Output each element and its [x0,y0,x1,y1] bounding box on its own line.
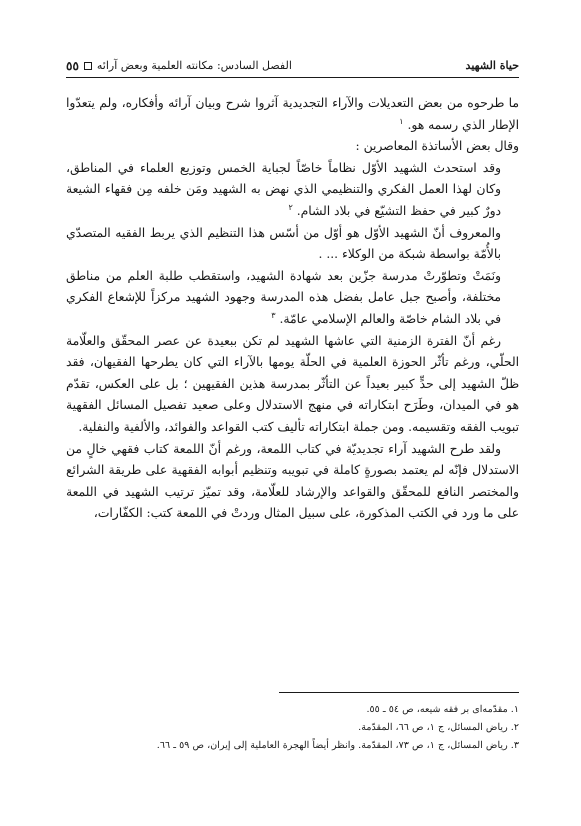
footnotes [66,701,519,755]
square-ornament-icon [84,62,92,70]
footnote-separator [279,692,519,693]
footnote-marker: ١ [399,116,404,126]
running-header [66,58,519,78]
chapter-heading [66,58,292,74]
paragraph [66,93,519,136]
page-number: ٥٥ [66,59,79,73]
footnote: ٣. رياض المسائل، ج ١، ص ٧٣، المقدّمة. وانظر أيضاً الهجرة العاملية إلى إيران، ص ٥٩ ـ ٦٦. [156,740,519,751]
footnote-marker: ٣ [271,310,276,320]
book-title: حياة الشهيد [465,59,519,72]
quote-paragraph: والمعروف أنّ الشهيد الأوّل هو أوّل من أسّس هذا التنظيم الذي يربط الفقيه المتصدّي بالأُمّة بواسطة شبكة من الوكلاء ... . [66,225,501,262]
paragraph: رغم أنّ الفترة الزمنية التي عاشها الشهيد لم تكن ببعيدة عن عصر المحقّق والعلّامة الحلّي، ورغم تأثّر الحوزة العلمية في الحلّة يومها بالآراء التي كان يطرحها الفقيهان، فقد ظلّ الشهيد إلى حدٍّ كبير بعيداً عن التأثّر بمدرسة هذين الفقيهين ؛ بل على العكس، تقدّم هو في الميدان، وطَرَح ابتكاراته في منهج الاستدلال وعلى صعيد تفصيل المسائل الفقهية تبويب الفقه وتقسيمه. ومن جملة ابتكاراته تأليف كتب القواعد والفوائد، والألفية والنفلية. [66,333,519,434]
paragraph-text: وقد استحدث الشهيد الأوّل نظاماً خاصّاً لجباية الخمس وتوزيع العلماء في المناطق، وكان لهذا العمل الفكري والتنظيمي الذي نهض به الشهيد ومَن خلفه مِن فقهاء الشيعة دورٌ كبير في حفظ التشيّع في بلاد الشام. [66,160,501,218]
chapter-title: الفصل السادس: مكانته العلمية وبعض آرائه [96,59,292,72]
paragraph-text: ما طرحوه من بعض التعديلات والآراء التجديدية آثروا شرح وبيان آرائه وأفكاره، ولم يتعدّوا الإطار الذي رسمه هو. [66,96,519,132]
paragraph-text: ونَمَتْ وتطوّرتْ مدرسة جزّين بعد شهادة الشهيد، واستقطب طلبة العلم من مناطق مختلفة، وأصبح جبل عامل بفضل هذه المدرسة وجهود الشهيد مركزاً للإشعاع الفكري في بلاد الشام خاصّة والعالم الإسلامي عامّة. [66,268,501,326]
quote-paragraph [66,266,519,331]
main-text [66,93,519,525]
quote-intro: وقال بعض الأساتذة المعاصرين : [355,139,519,154]
footnote: ١. مقدّمه‌اى بر فقه شيعه، ص ٥٤ ـ ٥٥. [366,704,519,715]
quote-paragraph [66,158,519,223]
footnote-marker: ٢ [288,202,293,212]
footnote: ٢. رياض المسائل، ج ١، ص ٦٦، المقدّمة. [358,722,519,733]
paragraph: ولقد طرح الشهيد آراء تجديديّة في كتاب اللمعة، ورغم أنّ اللمعة كتاب فقهي خالٍ من الاستدلال فإنّه لم يعتمد بصورةٍ كاملة في تبويبه وتنظيم أبوابه الفقهية على طريقة الشرائع والمختصر النافع للمحقّق والقواعد والإرشاد للعلّامة، وقد تميّز ترتيب الشهيد في اللمعة على ما ورد في الكتب المذكورة، على سبيل المثال وردتْ في اللمعة كتب: الكفّارات، [66,441,519,521]
